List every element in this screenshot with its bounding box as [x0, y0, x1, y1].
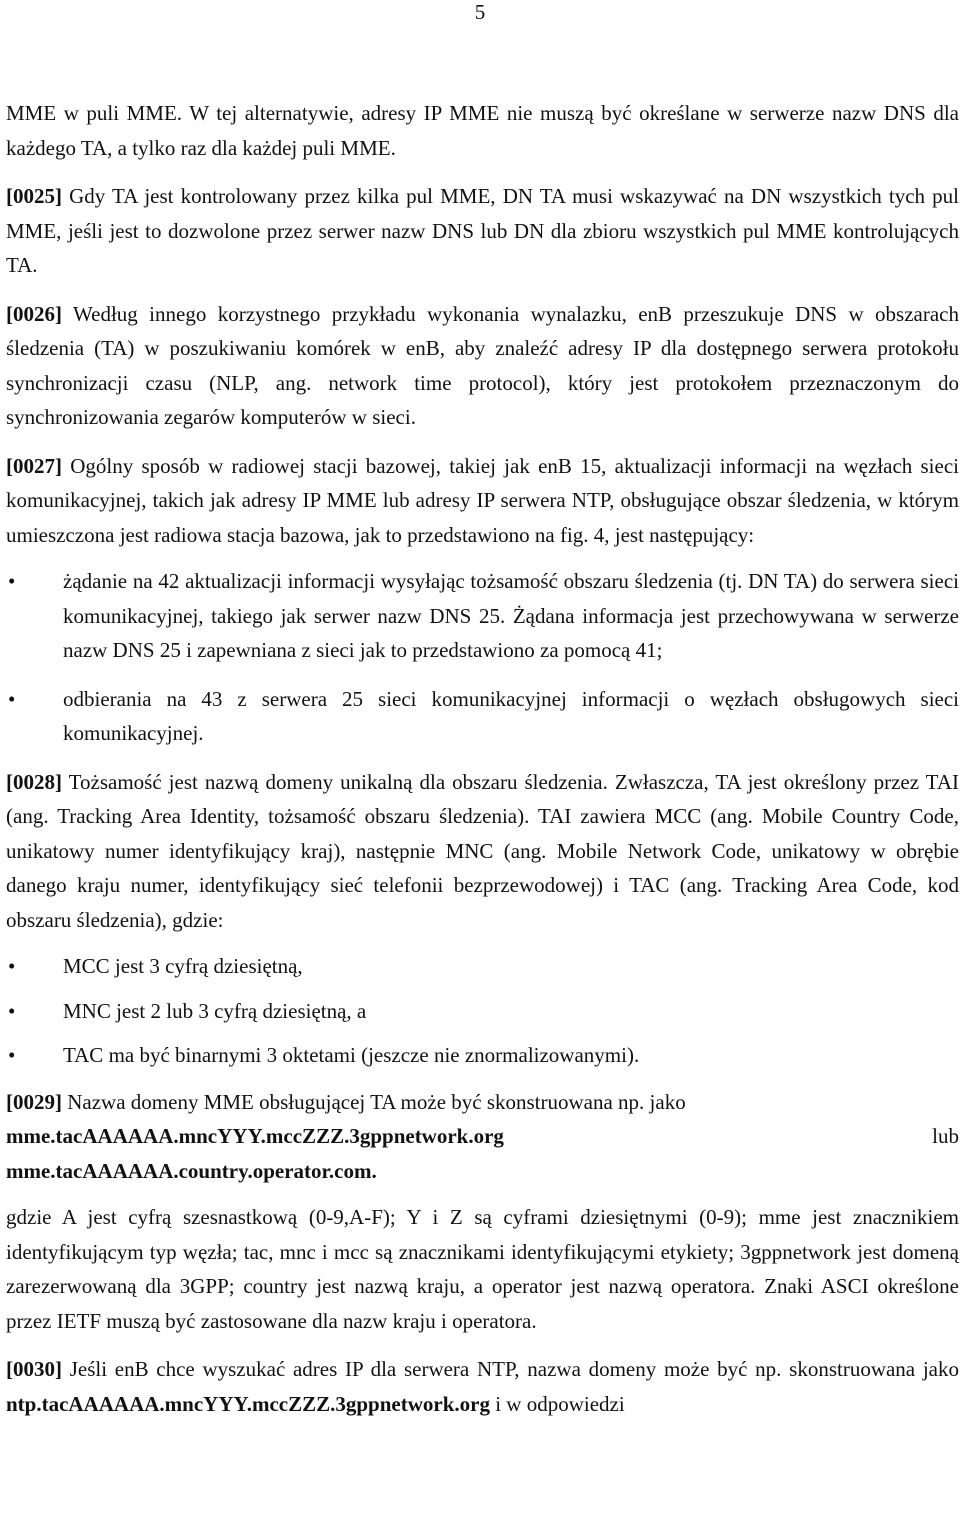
paragraph-text: Tożsamość jest nazwą domeny unikalną dla obszaru śledzenia. Zwłaszcza, TA jest określony przez TAI (ang. Tracking Area Identity, tożsamość obszaru śledzenia). TAI zawiera MCC (ang. Mobile Country Code, unikatowy numer identyfikujący kraj), następnie MNC (ang. Mobile Network Code, unikatowy w obrębie danego kraju numer, identyfikujący sieć telefonii bezprzewodowej) i TAC (ang. Tracking Area Code, kod obszaru śledzenia), gdzie: [6, 769, 959, 932]
paragraph-where: gdzie A jest cyfrą szesnastkową (0-9,A-F); Y i Z są cyframi dziesiętnymi (0-9); mme jest znacznikiem identyfikującym typ węzła; tac, mnc i mcc są znacznikami identyfikującymi etykiety; 3gppnetwork jest domeną zarezerwowaną dla 3GPP; country jest nazwą kraju, a operator jest nazwą operatora. Znaki ASCI określone przez IETF muszą być zastosowane dla nazw kraju i operatora. [6, 1205, 959, 1333]
paragraph-number: [0030] [6, 1357, 62, 1381]
bullet-list-0027 [6, 564, 959, 751]
paragraph-text: Ogólny sposób w radiowej stacji bazowej, takiej jak enB 15, aktualizacji informacji na węzłach sieci komunikacyjnej, takich jak adresy IP MME lub adresy IP serwera NTP, obsługujące obszar śledzenia, w którym umieszczona jest radiowa stacja bazowa, jak to przedstawiono na fig. 4, jest następujący: [6, 453, 959, 547]
conjunction-text: lub [932, 1124, 959, 1148]
list-item-text: MCC jest 3 cyfrą dziesiętną, [63, 954, 303, 978]
list-item-text: żądanie na 42 aktualizacji informacji wysyłając tożsamość obszaru śledzenia (tj. DN TA) do serwera sieci komunikacyjnej, takiego jak serwer nazw DNS 25. Żądana informacja jest przechowywana w serwerze nazw DNS 25 i zapewniana z sieci jak to przedstawiono za pomocą 41; [63, 569, 959, 662]
paragraph-number: [0025] [6, 184, 62, 208]
paragraph-0030 [6, 1352, 959, 1421]
paragraph-text: Nazwa domeny MME obsługującej TA może być skonstruowana np. jako [62, 1089, 686, 1114]
domain-example-1: mme.tacAAAAAA.mncYYY.mccZZZ.3gppnetwork.org [6, 1124, 504, 1148]
paragraph-number: [0028] [6, 769, 62, 794]
bullet-icon: • [8, 686, 16, 711]
list-item [6, 949, 959, 984]
paragraph-text: Według innego korzystnego przykładu wykonania wynalazku, enB przeszukuje DNS w obszarach śledzenia (TA) w poszukiwaniu komórek w enB, aby znaleźć adresy IP dla dostępnego serwera protokołu synchronizacji czasu (NLP, ang. network time protocol), który jest protokołem przeznaczonym do synchronizowania zegarów komputerów w sieci. [6, 301, 959, 429]
domain-example-2: mme.tacAAAAAA.country.operator.com. [6, 1158, 377, 1183]
domain-example-line [6, 1119, 959, 1154]
list-item-text: odbierania na 43 z serwera 25 sieci komunikacyjnej informacji o węzłach obsługowych sieci komunikacyjnej. [63, 686, 959, 745]
paragraph-0026 [6, 297, 959, 435]
bullet-icon: • [8, 569, 16, 593]
list-item [6, 564, 959, 668]
paragraph-tail-text: i w odpowiedzi [489, 1391, 625, 1416]
document-body [6, 96, 959, 1421]
page-number: 5 [474, 0, 486, 24]
bullet-list-0028 [6, 949, 959, 1073]
list-item-text: TAC ma być binarnymi 3 oktetami (jeszcze nie znormalizowanymi). [63, 1043, 640, 1067]
paragraph-number: [0027] [6, 453, 62, 478]
paragraph-0027 [6, 449, 959, 553]
bullet-icon: • [8, 998, 16, 1023]
paragraph-0025 [6, 179, 959, 283]
paragraph-number: [0029] [6, 1089, 62, 1114]
paragraph-0028 [6, 765, 959, 938]
bullet-icon: • [8, 954, 16, 978]
list-item [6, 994, 959, 1029]
bullet-icon: • [8, 1043, 16, 1067]
paragraph-0029 [6, 1085, 959, 1189]
paragraph-number: [0026] [6, 301, 62, 326]
domain-example-line-2 [6, 1154, 959, 1189]
paragraph-text: Gdy TA jest kontrolowany przez kilka pul MME, DN TA musi wskazywać na DN wszystkich tych pul MME, jeśli jest to dozwolone przez serwer nazw DNS lub DN dla zbioru wszystkich pul MME kontrolujących TA. [6, 184, 959, 277]
list-item-text: MNC jest 2 lub 3 cyfrą dziesiętną, a [63, 998, 367, 1023]
paragraph-0029-lead [6, 1085, 959, 1120]
list-item [6, 1038, 959, 1073]
paragraph-text: Jeśli enB chce wyszukać adres IP dla serwera NTP, nazwa domeny może być np. skonstruowana jako [62, 1357, 959, 1381]
paragraph-intro: MME w puli MME. W tej alternatywie, adresy IP MME nie muszą być określane w serwerze nazw DNS dla każdego TA, a tylko raz dla każdej puli MME. [6, 101, 959, 160]
list-item [6, 682, 959, 751]
domain-example-ntp: ntp.tacAAAAAA.mncYYY.mccZZZ.3gppnetwork.org [6, 1391, 490, 1416]
